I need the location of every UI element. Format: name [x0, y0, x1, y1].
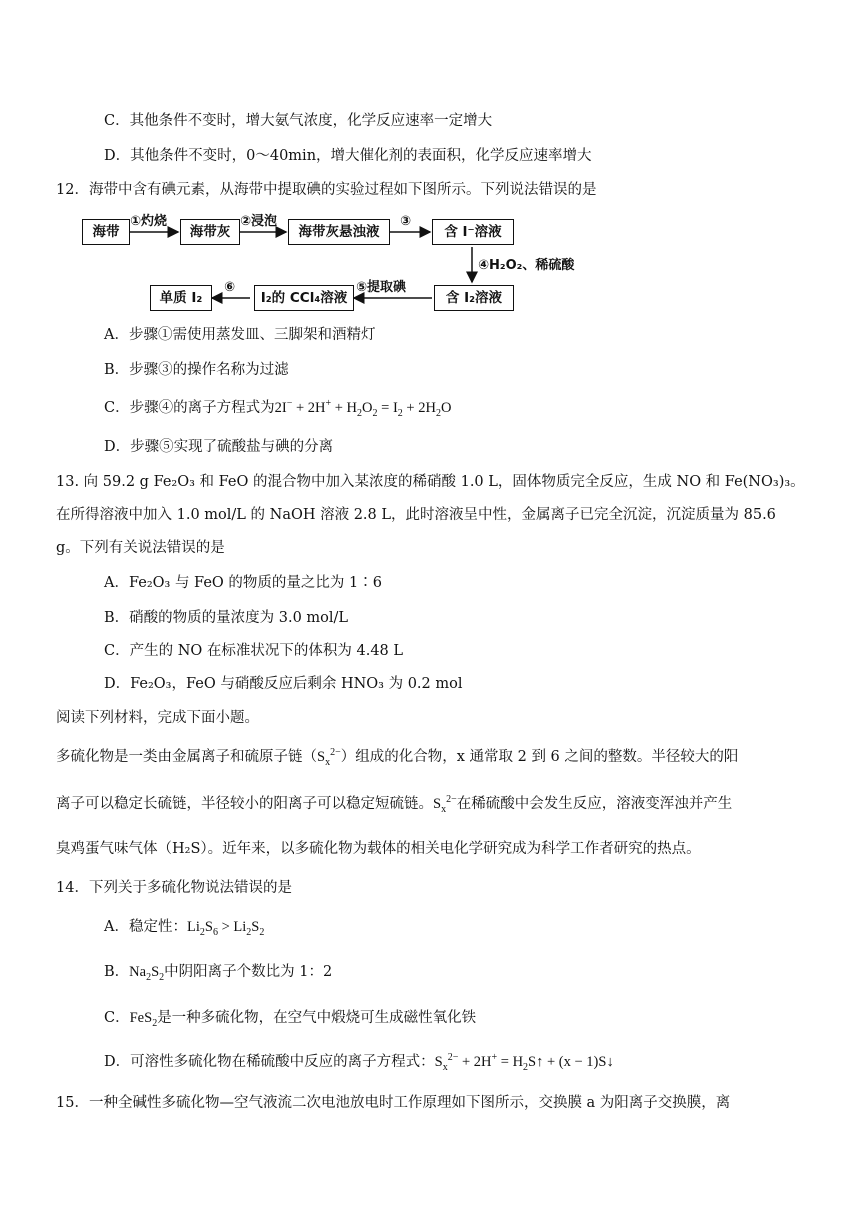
q13-option-b: B．硝酸的物质的量浓度为 3.0 mol/L	[104, 610, 349, 626]
q14-equation: $S_x^{2-} + 2H^+$ = $H_2S↑ + (x$ − 1)S↓	[434, 1052, 614, 1073]
q12-option-c-text: C．步骤④的离子方程式为	[104, 400, 275, 416]
step-1-label: ①灼烧	[130, 214, 168, 229]
box-kelp-ash: 海带灰	[180, 219, 240, 245]
material-line1-b: ）组成的化合物，x 通常取 2 到 6 之间的整数。半径较大的阳	[340, 749, 739, 765]
step-3-label: ③	[400, 214, 412, 229]
q12-option-d: D．步骤⑤实现了硫酸盐与碘的分离	[104, 439, 334, 455]
q11-option-d: D．其他条件不变时，0～40min，增大催化剂的表面积，化学反应速率增大	[104, 148, 592, 164]
material-line3: 臭鸡蛋气味气体（H₂S）。近年来，以多硫化物为载体的相关电化学研究成为科学工作者研究的热点。	[56, 841, 701, 857]
q14-option-a-formula: $Li_2S_6 > Li_2S_2$	[186, 919, 265, 938]
material-line1	[56, 747, 738, 767]
box-iodine-solution: 含 I₂溶液	[434, 285, 514, 311]
q13-stem-line1: 13. 向 59.2 g Fe₂O₃ 和 FeO 的混合物中加入某浓度的稀硝酸 1.0 L，固体物质完全反应，生成 NO 和 Fe(NO₃)₃。	[56, 474, 805, 490]
sx-ion: $S_x^{2-}$	[433, 794, 457, 815]
q14-option-c-letter: C．	[104, 1010, 130, 1026]
q13-option-d: D．Fe₂O₃，FeO 与硝酸反应后剩余 HNO₃ 为 0.2 mol	[104, 676, 463, 692]
q12-stem: 12．海带中含有碘元素，从海带中提取碘的实验过程如下图所示。下列说法错误的是	[56, 182, 597, 198]
q14-option-b	[104, 962, 332, 982]
q14-option-a	[104, 917, 264, 937]
q12-option-c	[104, 398, 451, 418]
material-line2	[56, 794, 732, 814]
q14-option-b-text: 中阴阳离子个数比为 1：2	[164, 964, 333, 980]
q15-stem: 15．一种全碱性多硫化物—空气液流二次电池放电时工作原理如下图所示，交换膜 a 为阳离子交换膜，离	[56, 1095, 731, 1111]
material-line1-a: 多硫化物是一类由金属离子和硫原子链（	[56, 749, 317, 765]
q13-option-c: C．产生的 NO 在标准状况下的体积为 4.48 L	[104, 643, 404, 659]
box-iodide-solution: 含 I⁻溶液	[432, 219, 514, 245]
q14-option-d-text: D．可溶性多硫化物在稀硫酸中反应的离子方程式：	[104, 1054, 435, 1070]
q13-option-a: A．Fe₂O₃ 与 FeO 的物质的量之比为 1∶6	[104, 575, 382, 591]
material-line2-a: 离子可以稳定长硫链，半径较小的阳离子可以稳定短硫链。	[56, 796, 433, 812]
box-kelp: 海带	[82, 219, 130, 245]
q12-option-a: A．步骤①需使用蒸发皿、三脚架和酒精灯	[104, 327, 376, 343]
step-2-label: ②浸泡	[240, 214, 278, 229]
q14-option-b-formula: $Na_2S_2$	[129, 964, 165, 983]
q12-equation: $2I^- + 2H^+ + H_2O_2 = I_2 + 2H_2O$	[274, 398, 452, 419]
sx-ion: $S_x^{2-}$	[317, 747, 341, 768]
box-ash-suspension: 海带灰悬浊液	[288, 219, 390, 245]
q14-option-c	[104, 1008, 476, 1028]
q14-option-d	[104, 1052, 614, 1072]
box-elemental-iodine: 单质 I₂	[150, 285, 212, 311]
material-line2-b: 在稀硫酸中会发生反应，溶液变浑浊并产生	[456, 796, 733, 812]
step-4-label: ④H₂O₂、稀硫酸	[478, 258, 575, 273]
step-6-label: ⑥	[224, 280, 236, 295]
q14-option-c-text: 是一种多硫化物，在空气中煅烧可生成磁性氧化铁	[157, 1010, 477, 1026]
step-5-label: ⑤提取碘	[356, 280, 407, 295]
box-iodine-ccl4: I₂的 CCl₄溶液	[254, 285, 354, 311]
q11-option-c: C．其他条件不变时，增大氨气浓度，化学反应速率一定增大	[104, 113, 493, 129]
q12-option-b: B．步骤③的操作名称为过滤	[104, 362, 289, 378]
iodine-extraction-flowchart	[82, 214, 582, 318]
q14-option-c-formula: FeS$_2$	[129, 1010, 158, 1029]
q13-stem-line3: g。下列有关说法错误的是	[56, 540, 225, 556]
q14-stem: 14．下列关于多硫化物说法错误的是	[56, 880, 292, 896]
q13-stem-line2: 在所得溶液中加入 1.0 mol/L 的 NaOH 溶液 2.8 L，此时溶液呈中性，金属离子已完全沉淀，沉淀质量为 85.6	[56, 507, 776, 523]
q14-option-a-text: A．稳定性：	[104, 919, 187, 935]
reading-instruction: 阅读下列材料，完成下面小题。	[56, 710, 259, 726]
q14-option-b-letter: B．	[104, 964, 130, 980]
